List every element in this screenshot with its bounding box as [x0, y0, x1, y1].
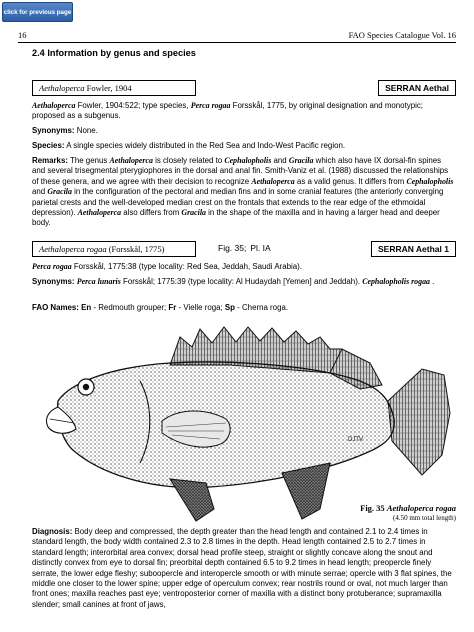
genus-species: [32, 141, 456, 151]
original-description: [32, 262, 456, 272]
remarks-genus: Gracila: [47, 187, 72, 197]
genus-code-box: SERRAN Aethal: [378, 80, 456, 96]
species-label: Species:: [32, 141, 65, 150]
fao-name-en: - Redmouth grouper;: [91, 303, 169, 312]
genus-remarks: [32, 156, 456, 229]
fish-illustration: [30, 323, 454, 525]
species-name-box: [32, 241, 196, 257]
synonym-name: Perca lunaris: [76, 277, 121, 286]
remarks-genus: Cephalopholis: [406, 176, 454, 186]
anal-fin: [282, 463, 330, 519]
fao-lang-code: En: [81, 303, 92, 312]
citation-text: Fowler, 1904:522; type species,: [75, 101, 191, 110]
running-head: [18, 30, 456, 43]
remarks-text: which also have IX dorsal-fin spines and several trisegmental pterygiophores in the dorsal and anal fin. Smith-Vaniz et al. (1988) discussed the relationships of these genera, and we agree with their decision to recognize: [32, 156, 449, 186]
fao-name-sp: - Cherna roga.: [234, 303, 289, 312]
remarks-text: and: [271, 156, 289, 165]
synonyms-label: Synonyms:: [32, 126, 75, 135]
caption-figure-number: Fig. 35: [360, 503, 385, 513]
fig-ref: Fig. 35;: [218, 243, 247, 253]
original-text: Forsskål, 1775:38 (type locality: Red Sea, Jeddah, Saudi Arabia).: [71, 262, 302, 271]
figure-reference: [218, 243, 271, 253]
synonym-text: Forsskål; 1775:39 (type locality: Al Hudaydah [Yemen] and Jeddah).: [120, 277, 363, 286]
species-code-box: SERRAN Aethal 1: [371, 241, 456, 257]
synonyms-text: None.: [74, 126, 98, 135]
genus-citation: [32, 101, 456, 122]
citation-text-2: Forsskål, 1775, by original designation and monotypic; proposed as a subgenus.: [32, 101, 423, 121]
fao-name-fr: - Vielle roga;: [176, 303, 225, 312]
species-author: (Forsskål, 1775): [108, 244, 165, 254]
remarks-text: The genus: [67, 156, 110, 165]
catalogue-title: FAO Species Catalogue Vol. 16: [348, 30, 456, 40]
previous-page-button[interactable]: click for previous page: [2, 2, 73, 22]
page-number: 16: [18, 30, 27, 40]
fao-lang-code: Fr: [168, 303, 177, 312]
remarks-genus: Aethaloperca: [77, 208, 122, 218]
caudal-fin: [388, 369, 450, 475]
species-text: A single species widely distributed in the Red Sea and Indo-West Pacific region.: [64, 141, 346, 150]
remarks-genus: Gracila: [181, 208, 206, 218]
genus-author: Fowler, 1904: [86, 83, 132, 93]
remarks-label: Remarks:: [32, 156, 68, 165]
synonym-text: .: [429, 277, 435, 286]
species-name: Aethaloperca rogaa: [39, 244, 107, 254]
figure-caption: [360, 503, 456, 523]
genus-name: Aethaloperca: [39, 83, 85, 93]
section-title: 2.4 Information by genus and species: [32, 48, 196, 58]
citation-type-species: Perca rogaa: [190, 101, 231, 110]
diagnosis-text: Body deep and compressed, the depth greater than the head length and contained 2.1 to 2.4 times in standard length, the body width contained 2.3 to 2.8 times in the depth. Head length contained 2.5 to 2.7 times in standard length; interorbital area convex; dorsal head profile steep, straight or slightly concave along the snout and distinctly convex from eye to dorsal fin; preorbital depth contained 6.5 to 9.2 times in head length; preopercle finely serrate, the lower edge fleshy; suboopercle and interopercle smooth or with minute serrae; opercle with 3 flat spines, the middle one closer to the lower spine; upper edge of operculum convex; rear nostrils round or oval, not much larger than front ones; maxilla reaches past eye; ventroposterior corner of maxilla with a distinct bony protuberance; supramaxilla slender; small canines at front of jaws,: [32, 527, 452, 609]
remarks-genus: Gracila: [288, 156, 314, 165]
remarks-text: also differs from: [121, 208, 182, 218]
citation-genus: Aethaloperca: [32, 101, 76, 110]
remarks-text: in the configuration of the pectoral and median fins and in some cranial features (the anteriorly converging parietal crests and the well-developed median crest on the frontals that extends to the rear edge of the ethmoidal depression).: [32, 187, 444, 218]
caption-size: (4.50 mm total length): [393, 514, 456, 522]
plate-ref: Pl. IA: [250, 243, 271, 253]
remarks-text: is closely related to: [152, 156, 225, 165]
remarks-genus: Aethaloperca: [109, 156, 153, 165]
fao-names: [32, 303, 456, 313]
remarks-genus: Cephalopholis: [224, 156, 272, 165]
genus-header: [32, 80, 456, 96]
fish-figure: [30, 323, 454, 525]
species-synonyms-label: Synonyms:: [32, 277, 75, 286]
fao-lang-code: Sp: [224, 303, 235, 312]
genus-name-box: [32, 80, 196, 96]
genus-synonyms: [32, 126, 456, 136]
artist-initials: DJTV: [348, 437, 363, 443]
species-synonyms: [32, 277, 456, 287]
original-name: Perca rogaa: [32, 262, 72, 271]
remarks-text: and: [32, 187, 48, 197]
species-header: [32, 241, 456, 257]
fao-names-label: FAO Names:: [32, 303, 79, 312]
remarks-text: in the shape of the maxilla and in having a larger head and deeper body.: [32, 208, 440, 228]
caption-species: Aethaloperca rogaa: [386, 503, 456, 513]
synonym-name: Cephalopholis rogaa: [362, 277, 430, 286]
diagnosis-label: Diagnosis:: [32, 527, 73, 536]
remarks-text: as a valid genus. It differs from: [294, 176, 407, 186]
fish-eye: [78, 379, 94, 395]
remarks-genus: Aethaloperca: [251, 176, 295, 186]
diagnosis: [32, 527, 456, 610]
